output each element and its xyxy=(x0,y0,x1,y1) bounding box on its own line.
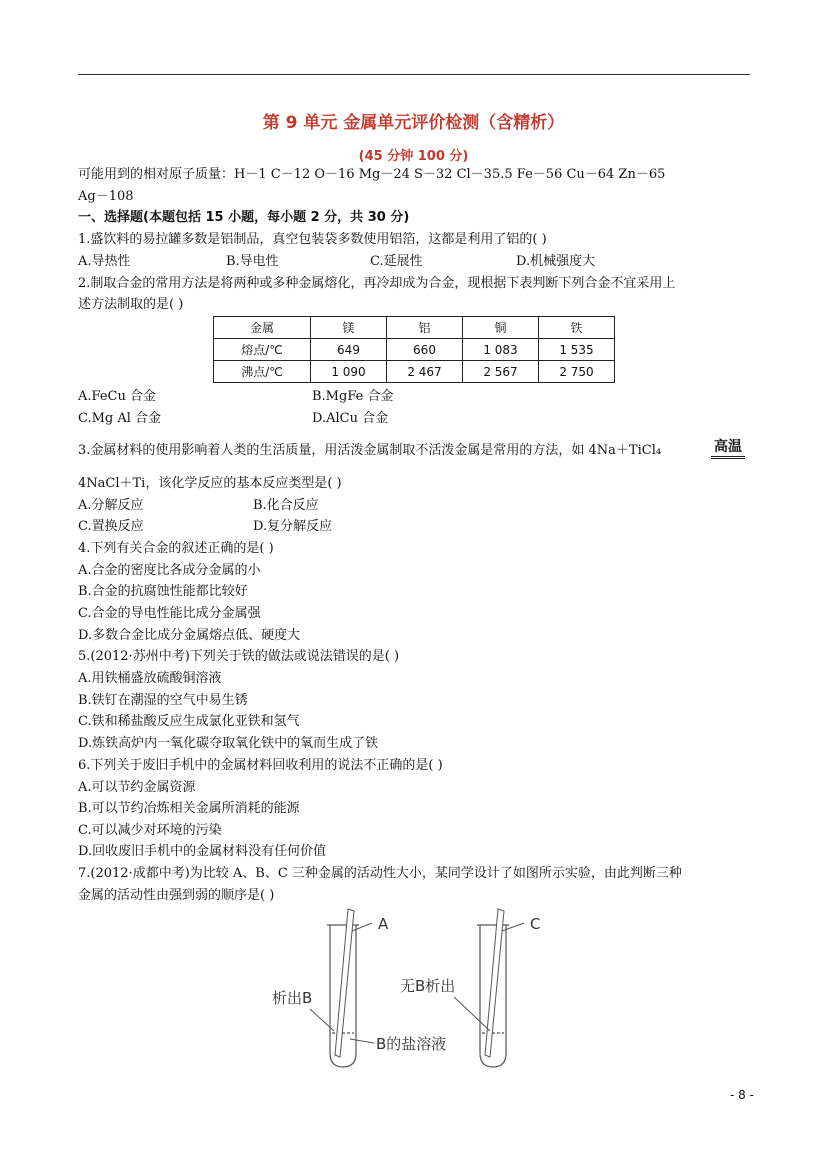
page-title: 第 9 单元 金属单元评价检测（含精析） xyxy=(262,113,565,133)
q4-option-a: A.合金的密度比各成分金属的小 xyxy=(78,563,261,578)
q3-option-a: A.分解反应 xyxy=(78,498,144,513)
table-cell: 沸点/℃ xyxy=(214,361,311,383)
q3-stem: 3.金属材料的使用影响着人类的生活质量，用活泼金属制取不活泼金属是常用的方法，如 4Na＋TiCl₄ xyxy=(78,443,662,458)
label-a-leader xyxy=(352,923,372,931)
solution-leader xyxy=(350,1039,374,1043)
label-c-leader xyxy=(502,923,524,931)
table-header-cell: 金属 xyxy=(214,317,311,339)
melting-boiling-table xyxy=(213,316,615,383)
table-header-cell: 铜 xyxy=(463,317,539,339)
q5-stem: 5.(2012·苏州中考)下列关于铁的做法或说法错误的是( ) xyxy=(78,649,400,664)
q3-stem-cont: 4NaCl＋Ti，该化学反应的基本反应类型是( ) xyxy=(78,476,342,491)
q2-stem-cont: 述方法制取的是( ) xyxy=(78,297,184,312)
q2-option-d: D.AlCu 合金 xyxy=(312,411,389,426)
table-cell: 649 xyxy=(311,339,387,361)
table-cell: 2 567 xyxy=(463,361,539,383)
table-header-cell: 镁 xyxy=(311,317,387,339)
table-row xyxy=(214,361,615,383)
q4-option-d: D.多数合金比成分金属熔点低、硬度大 xyxy=(78,628,301,643)
table-header-cell: 铝 xyxy=(387,317,463,339)
table-cell: 1 090 xyxy=(311,361,387,383)
table-cell: 1 535 xyxy=(539,339,615,361)
page-number: - 8 - xyxy=(730,1088,754,1102)
solution-label: B的盐溶液 xyxy=(376,1035,447,1053)
q5-option-a: A.用铁桶盛放硫酸铜溶液 xyxy=(78,671,222,686)
q6-option-d: D.回收废旧手机中的金属材料没有任何价值 xyxy=(78,844,327,859)
table-cell: 2 467 xyxy=(387,361,463,383)
q6-stem: 6.下列关于废旧手机中的金属材料回收利用的说法不正确的是( ) xyxy=(78,758,443,773)
q7-stem: 7.(2012·成都中考)为比较 A、B、C 三种金属的活动性大小，某同学设计了如图所示实验，由此判断三种 xyxy=(78,866,682,881)
q6-option-b: B.可以节约冶炼相关金属所消耗的能源 xyxy=(78,801,300,816)
q3-option-d: D.复分解反应 xyxy=(253,519,333,534)
page-subtitle: (45 分钟 100 分) xyxy=(358,149,469,164)
q7-stem-cont: 金属的活动性由强到弱的顺序是( ) xyxy=(78,888,275,903)
label-a: A xyxy=(378,915,389,933)
q4-option-c: C.合金的导电性能比成分金属强 xyxy=(78,606,261,621)
q1-option-a: A.导热性 xyxy=(78,254,131,269)
q3-option-c: C.置换反应 xyxy=(78,519,144,534)
q1-option-c: C.延展性 xyxy=(370,254,423,269)
q4-option-b: B.合金的抗腐蚀性能都比较好 xyxy=(78,584,248,599)
section-heading: 一、选择题(本题包括 15 小题，每小题 2 分，共 30 分) xyxy=(78,210,410,225)
metal-strip-c xyxy=(485,909,504,1057)
table-row xyxy=(214,339,615,361)
q3-option-b: B.化合反应 xyxy=(253,498,319,513)
metal-strip-a xyxy=(335,909,354,1057)
q1-option-d: D.机械强度大 xyxy=(516,254,596,269)
q1-stem: 1.盛饮料的易拉罐多数是铝制品，真空包装袋多数使用铝箔，这都是利用了铝的( ) xyxy=(78,232,547,247)
intro-atomic-masses-cont: Ag－108 xyxy=(78,189,134,204)
experiment-figure xyxy=(268,905,558,1070)
q5-option-c: C.铁和稀盐酸反应生成氯化亚铁和氢气 xyxy=(78,714,300,729)
right-note-leader xyxy=(454,997,490,1031)
q6-option-a: A.可以节约金属资源 xyxy=(78,780,196,795)
q2-option-a: A.FeCu 合金 xyxy=(78,389,156,404)
table-header-row xyxy=(214,317,615,339)
label-c: C xyxy=(530,915,541,933)
table-cell: 2 750 xyxy=(539,361,615,383)
q2-stem: 2.制取合金的常用方法是将两种或多种金属熔化，再冷却成为合金，现根据下表判断下列合金不宜采用上 xyxy=(78,276,676,291)
q1-option-b: B.导电性 xyxy=(226,254,279,269)
reaction-condition: 高温 xyxy=(711,438,745,459)
table-cell: 660 xyxy=(387,339,463,361)
q4-stem: 4.下列有关合金的叙述正确的是( ) xyxy=(78,541,274,556)
q2-option-c: C.Mg Al 合金 xyxy=(78,411,162,426)
right-note: 无B析出 xyxy=(400,977,456,995)
q6-option-c: C.可以减少对环境的污染 xyxy=(78,823,222,838)
table-header-cell: 铁 xyxy=(539,317,615,339)
intro-atomic-masses: 可能用到的相对原子质量：H－1 C－12 O－16 Mg－24 S－32 Cl－35.5 Fe－56 Cu－64 Zn－65 xyxy=(78,167,666,182)
table-cell: 1 083 xyxy=(463,339,539,361)
header-rule xyxy=(78,74,750,75)
q5-option-b: B.铁钉在潮湿的空气中易生锈 xyxy=(78,693,248,708)
table-cell: 熔点/℃ xyxy=(214,339,311,361)
q5-option-d: D.炼铁高炉内一氧化碳夺取氧化铁中的氧而生成了铁 xyxy=(78,736,379,751)
q2-option-b: B.MgFe 合金 xyxy=(312,389,394,404)
left-note: 析出B xyxy=(272,989,313,1007)
